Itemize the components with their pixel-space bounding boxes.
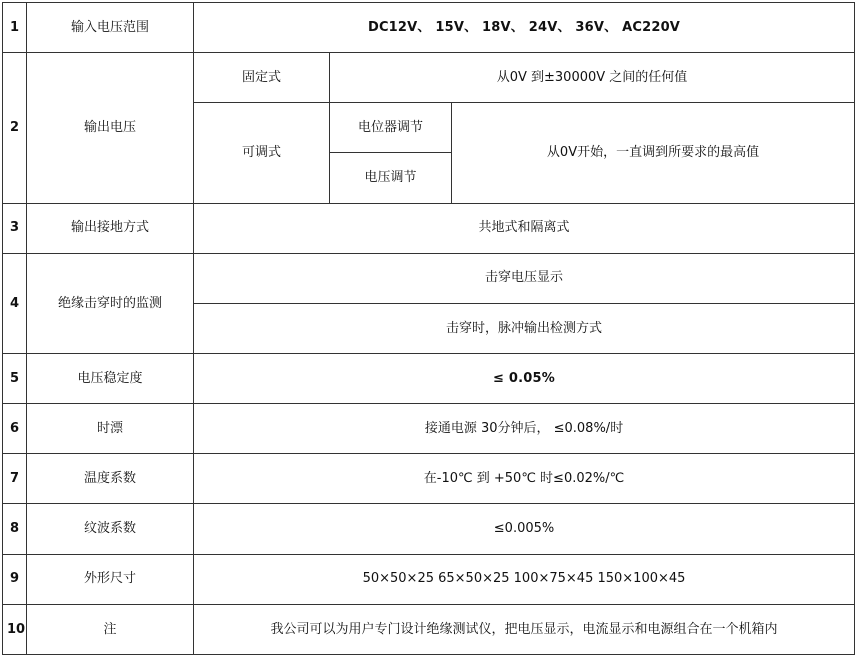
row-number: 6 xyxy=(3,404,27,454)
row-number: 7 xyxy=(3,454,27,504)
row-label: 输出接地方式 xyxy=(27,203,194,253)
row-label: 外形尺寸 xyxy=(27,554,194,604)
adjustable-value: 从0V开始，一直调到所要求的最高值 xyxy=(452,103,855,203)
row-label: 注 xyxy=(27,604,194,654)
table-row xyxy=(3,353,855,403)
row-label: 绝缘击穿时的监测 xyxy=(27,253,194,353)
row-label: 温度系数 xyxy=(27,454,194,504)
adjustable-label: 可调式 xyxy=(194,103,330,203)
volt-adjust-label: 电压调节 xyxy=(330,153,452,203)
spec-table xyxy=(2,2,855,655)
table-row xyxy=(3,253,855,303)
row-number: 1 xyxy=(3,3,27,53)
table-row xyxy=(3,3,855,53)
row-value: 我公司可以为用户专门设计绝缘测试仪，把电压显示，电流显示和电源组合在一个机箱内 xyxy=(194,604,855,654)
row-label: 电压稳定度 xyxy=(27,353,194,403)
row-value: 击穿时，脉冲输出检测方式 xyxy=(194,303,855,353)
row-value: ≤0.005% xyxy=(194,504,855,554)
fixed-value: 从0V 到±30000V 之间的任何值 xyxy=(330,53,855,103)
row-value: 共地式和隔离式 xyxy=(194,203,855,253)
row-number: 3 xyxy=(3,203,27,253)
table-row xyxy=(3,404,855,454)
row-value: 在-10℃ 到 +50℃ 时≤0.02%/℃ xyxy=(194,454,855,504)
row-number: 9 xyxy=(3,554,27,604)
row-number: 5 xyxy=(3,353,27,403)
pot-adjust-label: 电位器调节 xyxy=(330,103,452,153)
row-value: DC12V、 15V、 18V、 24V、 36V、 AC220V xyxy=(194,3,855,53)
row-number: 10 xyxy=(3,604,27,654)
row-number: 8 xyxy=(3,504,27,554)
row-value: 击穿电压显示 xyxy=(194,253,855,303)
row-value: 50×50×25 65×50×25 100×75×45 150×100×45 xyxy=(194,554,855,604)
row-label: 输入电压范围 xyxy=(27,3,194,53)
table-row xyxy=(3,504,855,554)
table-row xyxy=(3,604,855,654)
table-row xyxy=(3,554,855,604)
row-number: 2 xyxy=(3,53,27,203)
row-label: 时漂 xyxy=(27,404,194,454)
fixed-label: 固定式 xyxy=(194,53,330,103)
row-label: 纹波系数 xyxy=(27,504,194,554)
row-label: 输出电压 xyxy=(27,53,194,203)
table-row xyxy=(3,53,855,103)
table-row xyxy=(3,203,855,253)
row-number: 4 xyxy=(3,253,27,353)
row-value: ≤ 0.05% xyxy=(194,353,855,403)
table-row xyxy=(3,454,855,504)
row-value: 接通电源 30分钟后， ≤0.08%/时 xyxy=(194,404,855,454)
